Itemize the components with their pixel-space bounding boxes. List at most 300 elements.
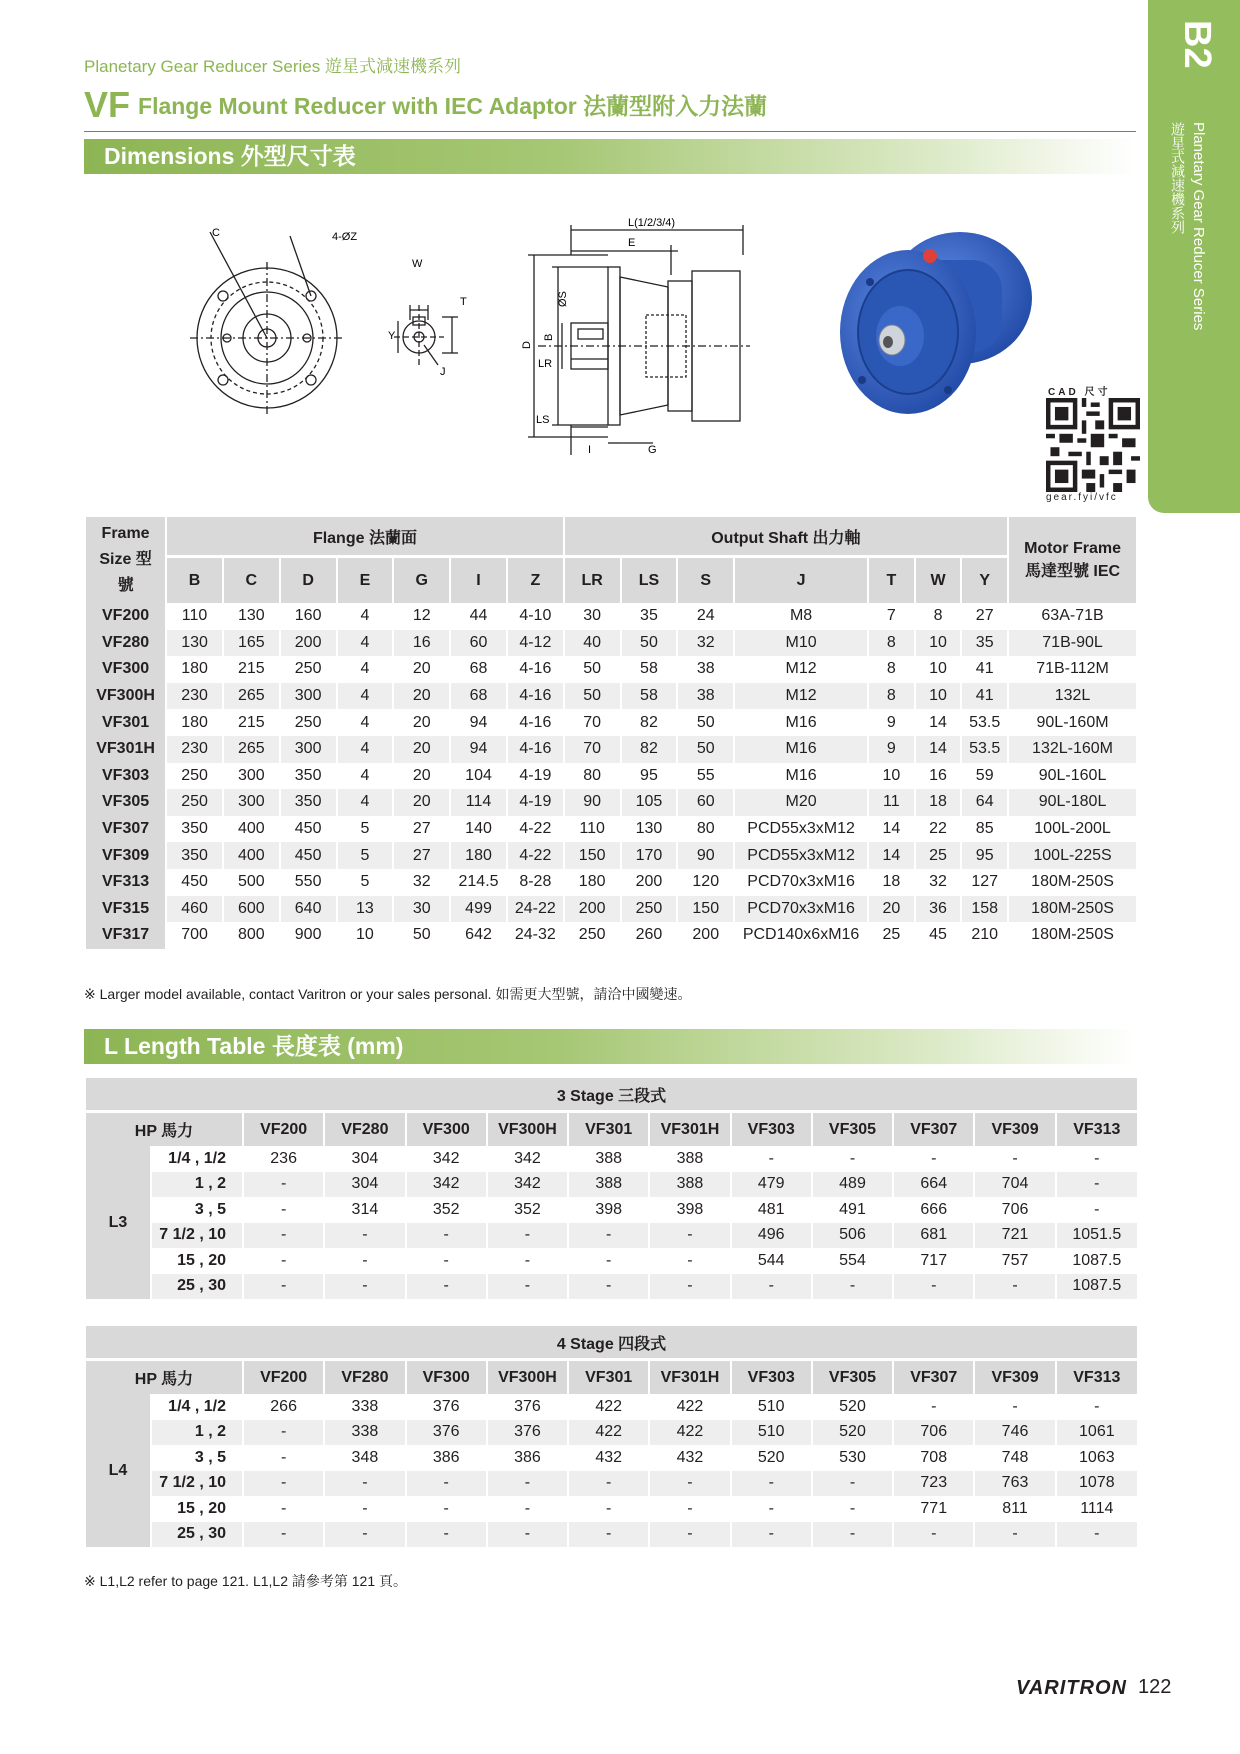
table-cell: 114 xyxy=(450,789,507,816)
qr-code xyxy=(1046,398,1140,492)
table-cell: 386 xyxy=(406,1445,487,1471)
table-cell: 4-16 xyxy=(507,683,564,710)
table-cell: 130 xyxy=(166,630,223,657)
table-cell: 18 xyxy=(868,869,915,896)
table-cell: 352 xyxy=(487,1197,568,1223)
table-row xyxy=(85,630,1136,657)
table-cell: 10 xyxy=(868,763,915,790)
table-cell: 215 xyxy=(223,656,280,683)
table-row xyxy=(85,1172,1137,1198)
table-cell: - xyxy=(893,1146,974,1172)
hp-cell: 1 , 2 xyxy=(151,1420,243,1446)
table-cell: 450 xyxy=(166,869,223,896)
model-header: VF300H xyxy=(487,1112,568,1147)
model-header: VF313 xyxy=(1056,1112,1137,1147)
table-cell: 132L-160M xyxy=(1008,736,1136,763)
table-cell: - xyxy=(487,1471,568,1497)
table-row xyxy=(85,1496,1137,1522)
label-w: W xyxy=(412,258,423,270)
table-cell: 68 xyxy=(450,683,507,710)
table-cell: 520 xyxy=(731,1445,812,1471)
table-cell: PCD55x3xM12 xyxy=(734,842,868,869)
side-series-zh: 遊星式減速機系列 xyxy=(1170,122,1186,234)
table-cell: 342 xyxy=(487,1146,568,1172)
table-cell: - xyxy=(649,1471,730,1497)
table-cell: 11 xyxy=(868,789,915,816)
table-cell: 388 xyxy=(568,1146,649,1172)
frame-size-cell: VF200 xyxy=(85,603,166,630)
table-cell: 180 xyxy=(450,842,507,869)
table-cell: 506 xyxy=(812,1223,893,1249)
table-cell: 10 xyxy=(915,683,962,710)
table-cell: 4 xyxy=(337,736,394,763)
table-cell: 342 xyxy=(487,1172,568,1198)
table-cell: 150 xyxy=(677,896,734,923)
label-i: I xyxy=(588,444,592,456)
model-header-row xyxy=(85,1360,1137,1395)
table-cell: - xyxy=(812,1471,893,1497)
table-cell: - xyxy=(974,1522,1055,1548)
table-cell: - xyxy=(568,1522,649,1548)
table-cell: - xyxy=(649,1248,730,1274)
table-cell: 80 xyxy=(677,816,734,843)
table-cell: 8 xyxy=(915,603,962,630)
frame-size-cell: VF303 xyxy=(85,763,166,790)
table-cell: 25 xyxy=(868,922,915,949)
frame-size-cell: VF307 xyxy=(85,816,166,843)
table-cell: 499 xyxy=(450,896,507,923)
table-cell: 60 xyxy=(450,630,507,657)
table-cell: 8 xyxy=(868,630,915,657)
table-cell: 460 xyxy=(166,896,223,923)
table-cell: 376 xyxy=(487,1420,568,1446)
table-cell: 4 xyxy=(337,603,394,630)
table-cell: - xyxy=(243,1274,324,1300)
table-cell: 58 xyxy=(621,656,678,683)
table-cell: 35 xyxy=(961,630,1008,657)
table-cell: 1087.5 xyxy=(1056,1274,1137,1300)
label-j: J xyxy=(440,366,446,378)
table-cell: 510 xyxy=(731,1420,812,1446)
hp-cell: 3 , 5 xyxy=(151,1197,243,1223)
table-cell: 300 xyxy=(223,763,280,790)
stage-title-row xyxy=(85,1078,1137,1112)
table-cell: 50 xyxy=(621,630,678,657)
table-cell: 14 xyxy=(868,842,915,869)
table-cell: - xyxy=(487,1274,568,1300)
table-cell: 40 xyxy=(564,630,621,657)
table-cell: - xyxy=(893,1274,974,1300)
table-cell: 50 xyxy=(677,709,734,736)
table-cell: 90L-160M xyxy=(1008,709,1136,736)
table-cell: - xyxy=(324,1471,405,1497)
table-cell: 265 xyxy=(223,683,280,710)
table-cell: 200 xyxy=(564,896,621,923)
table-row xyxy=(85,789,1136,816)
dimensions-note: ※ Larger model available, contact Varitron or your sales personal. 如需更大型號，請洽中國變速。 xyxy=(84,986,692,1002)
label-c: C xyxy=(212,227,220,239)
stage-title: 3 Stage 三段式 xyxy=(85,1078,1137,1112)
table-cell: 200 xyxy=(621,869,678,896)
table-cell: 140 xyxy=(450,816,507,843)
table-cell: 110 xyxy=(166,603,223,630)
table-cell: 132L xyxy=(1008,683,1136,710)
table-cell: 4-16 xyxy=(507,709,564,736)
table-cell: 180M-250S xyxy=(1008,922,1136,949)
table-cell: 27 xyxy=(393,816,450,843)
table-cell: 71B-90L xyxy=(1008,630,1136,657)
table-cell: - xyxy=(568,1496,649,1522)
table-cell: 94 xyxy=(450,736,507,763)
table-cell: 520 xyxy=(812,1394,893,1420)
frame-size-cell: VF313 xyxy=(85,869,166,896)
table-cell: 230 xyxy=(166,683,223,710)
varitron-logo: VARITRON xyxy=(1016,1677,1127,1699)
table-cell: 8 xyxy=(868,683,915,710)
table-cell: 300 xyxy=(280,683,337,710)
table-cell: - xyxy=(406,1248,487,1274)
table-cell: 1087.5 xyxy=(1056,1248,1137,1274)
table-cell: 150 xyxy=(564,842,621,869)
table-cell: 30 xyxy=(393,896,450,923)
table-cell: 510 xyxy=(731,1394,812,1420)
table-cell: PCD55x3xM12 xyxy=(734,816,868,843)
table-row xyxy=(85,896,1136,923)
model-header: VF303 xyxy=(731,1112,812,1147)
table-cell: 10 xyxy=(337,922,394,949)
table-cell: 50 xyxy=(564,656,621,683)
table-row xyxy=(85,709,1136,736)
table-cell: 32 xyxy=(915,869,962,896)
title-rule xyxy=(84,131,1136,132)
table-cell: 771 xyxy=(893,1496,974,1522)
table-cell: 180M-250S xyxy=(1008,869,1136,896)
table-cell: - xyxy=(243,1172,324,1198)
table-cell: - xyxy=(406,1274,487,1300)
table-cell: 230 xyxy=(166,736,223,763)
table-cell: 481 xyxy=(731,1197,812,1223)
model-header: VF300 xyxy=(406,1360,487,1395)
table-row xyxy=(85,736,1136,763)
table-row xyxy=(85,656,1136,683)
table-cell: 900 xyxy=(280,922,337,949)
table-cell: - xyxy=(649,1274,730,1300)
table-cell: 10 xyxy=(915,656,962,683)
table-cell: 398 xyxy=(568,1197,649,1223)
table-cell: 24 xyxy=(677,603,734,630)
table-cell: 236 xyxy=(243,1146,324,1172)
table-cell: 350 xyxy=(280,789,337,816)
label-t: T xyxy=(460,296,467,308)
table-cell: M20 xyxy=(734,789,868,816)
table-cell: 800 xyxy=(223,922,280,949)
table-cell: 432 xyxy=(649,1445,730,1471)
table-cell: 20 xyxy=(393,709,450,736)
table-cell: 180M-250S xyxy=(1008,896,1136,923)
table-cell: M12 xyxy=(734,683,868,710)
model-header: VF300H xyxy=(487,1360,568,1395)
table-cell: 120 xyxy=(677,869,734,896)
table-cell: 432 xyxy=(568,1445,649,1471)
table-cell: - xyxy=(243,1471,324,1497)
table-cell: 4-22 xyxy=(507,842,564,869)
table-cell: 1063 xyxy=(1056,1445,1137,1471)
model-header: VF309 xyxy=(974,1360,1055,1395)
table-cell: 666 xyxy=(893,1197,974,1223)
label-z: 4-ØZ xyxy=(332,231,358,243)
table-cell: 388 xyxy=(649,1172,730,1198)
model-header: VF305 xyxy=(812,1112,893,1147)
table-cell: 811 xyxy=(974,1496,1055,1522)
table-cell: - xyxy=(974,1146,1055,1172)
dim-col-header: Z xyxy=(507,557,564,603)
table-cell: 300 xyxy=(280,736,337,763)
table-cell: PCD70x3xM16 xyxy=(734,896,868,923)
model-header: VF307 xyxy=(893,1360,974,1395)
qr-label-bottom: gear.fyi/vfc xyxy=(1046,492,1118,503)
table-cell: - xyxy=(812,1522,893,1548)
stage-group-label: L4 xyxy=(85,1394,151,1547)
table-row xyxy=(85,683,1136,710)
hp-cell: 15 , 20 xyxy=(151,1248,243,1274)
table-cell: 41 xyxy=(961,683,1008,710)
table-cell: 250 xyxy=(166,789,223,816)
table-cell: - xyxy=(324,1223,405,1249)
table-cell: 9 xyxy=(868,709,915,736)
table-cell: 7 xyxy=(868,603,915,630)
table-cell: 1114 xyxy=(1056,1496,1137,1522)
table-cell: 50 xyxy=(677,736,734,763)
table-cell: PCD140x6xM16 xyxy=(734,922,868,949)
table-cell: 400 xyxy=(223,816,280,843)
table-cell: 25 xyxy=(915,842,962,869)
model-header: VF200 xyxy=(243,1112,324,1147)
table-cell: 4-19 xyxy=(507,763,564,790)
table-cell: 20 xyxy=(393,736,450,763)
table-row xyxy=(85,1274,1137,1300)
table-cell: - xyxy=(731,1146,812,1172)
table-cell: 170 xyxy=(621,842,678,869)
table-cell: 127 xyxy=(961,869,1008,896)
table-cell: - xyxy=(243,1420,324,1446)
table-cell: 600 xyxy=(223,896,280,923)
table-cell: - xyxy=(893,1394,974,1420)
table-cell: 45 xyxy=(915,922,962,949)
table-cell: 388 xyxy=(649,1146,730,1172)
dim-col-header: LR xyxy=(564,557,621,603)
label-g: G xyxy=(648,444,657,456)
table-cell: 304 xyxy=(324,1172,405,1198)
stage3-length-table xyxy=(84,1078,1137,1299)
motor-frame-header: Motor Frame 馬達型號 IEC xyxy=(1008,517,1136,603)
table-cell: 95 xyxy=(961,842,1008,869)
table-cell: 160 xyxy=(280,603,337,630)
table-cell: - xyxy=(1056,1394,1137,1420)
table-cell: 530 xyxy=(812,1445,893,1471)
table-cell: 58 xyxy=(621,683,678,710)
table-cell: M16 xyxy=(734,763,868,790)
table-row xyxy=(85,842,1136,869)
frame-size-cell: VF280 xyxy=(85,630,166,657)
table-cell: 68 xyxy=(450,656,507,683)
length-heading: L Length Table 長度表 (mm) xyxy=(84,1029,1136,1064)
table-cell: 4 xyxy=(337,630,394,657)
table-cell: 44 xyxy=(450,603,507,630)
table-row xyxy=(85,922,1136,949)
title-text: Flange Mount Reducer with IEC Adaptor 法蘭型附入力法蘭 xyxy=(138,93,768,119)
table-cell: 544 xyxy=(731,1248,812,1274)
table-cell: 4 xyxy=(337,683,394,710)
table-cell: 376 xyxy=(406,1420,487,1446)
table-cell: 200 xyxy=(280,630,337,657)
table-cell: 158 xyxy=(961,896,1008,923)
table-cell: 314 xyxy=(324,1197,405,1223)
table-cell: 422 xyxy=(568,1394,649,1420)
model-header-row xyxy=(85,1112,1137,1147)
frame-size-cell: VF301 xyxy=(85,709,166,736)
dim-col-header: D xyxy=(280,557,337,603)
table-cell: 22 xyxy=(915,816,962,843)
table-cell: 500 xyxy=(223,869,280,896)
model-header: VF280 xyxy=(324,1360,405,1395)
table-cell: 723 xyxy=(893,1471,974,1497)
table-cell: 180 xyxy=(564,869,621,896)
table-row xyxy=(85,1420,1137,1446)
label-y: Y xyxy=(388,330,396,342)
table-cell: 36 xyxy=(915,896,962,923)
table-cell: - xyxy=(406,1223,487,1249)
table-cell: 4-16 xyxy=(507,656,564,683)
table-cell: 63A-71B xyxy=(1008,603,1136,630)
page-number: 122 xyxy=(1138,1676,1172,1698)
model-header: VF305 xyxy=(812,1360,893,1395)
table-cell: 82 xyxy=(621,709,678,736)
table-cell: - xyxy=(243,1522,324,1548)
table-cell: 16 xyxy=(915,763,962,790)
table-cell: 30 xyxy=(564,603,621,630)
table-cell: - xyxy=(487,1223,568,1249)
qr-label-top: CAD 尺寸 xyxy=(1048,387,1111,398)
page-title xyxy=(84,84,767,126)
table-cell: 4 xyxy=(337,789,394,816)
table-cell: - xyxy=(324,1496,405,1522)
table-cell: 706 xyxy=(893,1420,974,1446)
dim-col-header: G xyxy=(393,557,450,603)
shaft-end-drawing xyxy=(372,255,472,385)
table-cell: - xyxy=(406,1496,487,1522)
table-cell: 14 xyxy=(915,709,962,736)
dim-col-header: C xyxy=(223,557,280,603)
table-cell: - xyxy=(568,1471,649,1497)
table-cell: 388 xyxy=(568,1172,649,1198)
table-cell: - xyxy=(649,1496,730,1522)
table-cell: 721 xyxy=(974,1223,1055,1249)
table-cell: - xyxy=(243,1248,324,1274)
table-cell: 350 xyxy=(166,816,223,843)
table-cell: 250 xyxy=(280,709,337,736)
table-cell: 708 xyxy=(893,1445,974,1471)
model-header: VF309 xyxy=(974,1112,1055,1147)
table-cell: 352 xyxy=(406,1197,487,1223)
table-row xyxy=(85,1394,1137,1420)
hp-header: HP 馬力 xyxy=(85,1112,243,1147)
table-cell: 479 xyxy=(731,1172,812,1198)
table-cell: 386 xyxy=(487,1445,568,1471)
side-series-en: Planetary Gear Reducer Series xyxy=(1190,122,1207,331)
stage-group-label: L3 xyxy=(85,1146,151,1299)
table-cell: 110 xyxy=(564,816,621,843)
frame-size-cell: VF300 xyxy=(85,656,166,683)
table-cell: 304 xyxy=(324,1146,405,1172)
table-row xyxy=(85,869,1136,896)
frame-size-cell: VF309 xyxy=(85,842,166,869)
frame-size-cell: VF300H xyxy=(85,683,166,710)
table-cell: 265 xyxy=(223,736,280,763)
table-cell: 32 xyxy=(677,630,734,657)
table-cell: 422 xyxy=(568,1420,649,1446)
label-l: L(1/2/3/4) xyxy=(628,217,676,229)
table-cell: 100L-200L xyxy=(1008,816,1136,843)
dim-col-header: S xyxy=(677,557,734,603)
table-cell: 53.5 xyxy=(961,736,1008,763)
table-cell: 250 xyxy=(280,656,337,683)
hp-cell: 7 1/2 , 10 xyxy=(151,1471,243,1497)
dim-col-header: W xyxy=(915,557,962,603)
model-header: VF301 xyxy=(568,1112,649,1147)
table-row xyxy=(85,1522,1137,1548)
model-header: VF301 xyxy=(568,1360,649,1395)
table-cell: 8 xyxy=(868,656,915,683)
table-cell: 85 xyxy=(961,816,1008,843)
front-view-drawing xyxy=(190,222,380,422)
model-header: VF280 xyxy=(324,1112,405,1147)
table-cell: - xyxy=(568,1274,649,1300)
table-cell: 90 xyxy=(564,789,621,816)
table-cell: - xyxy=(974,1394,1055,1420)
table-cell: 746 xyxy=(974,1420,1055,1446)
model-header: VF301H xyxy=(649,1360,730,1395)
table-row xyxy=(85,763,1136,790)
table-cell: 59 xyxy=(961,763,1008,790)
table-cell: 338 xyxy=(324,1420,405,1446)
table-cell: 757 xyxy=(974,1248,1055,1274)
table-cell: 105 xyxy=(621,789,678,816)
table-cell: 554 xyxy=(812,1248,893,1274)
table-cell: 80 xyxy=(564,763,621,790)
table-cell: - xyxy=(324,1248,405,1274)
table-cell: - xyxy=(243,1445,324,1471)
frame-size-header: Frame Size 型號 xyxy=(85,517,166,603)
table-cell: 210 xyxy=(961,922,1008,949)
table-row xyxy=(85,816,1136,843)
table-cell: - xyxy=(324,1522,405,1548)
table-cell: 4-10 xyxy=(507,603,564,630)
table-cell: 5 xyxy=(337,869,394,896)
table-cell: 12 xyxy=(393,603,450,630)
label-ls: LS xyxy=(536,414,550,426)
dim-col-header: I xyxy=(450,557,507,603)
table-cell: - xyxy=(243,1197,324,1223)
table-cell: - xyxy=(568,1248,649,1274)
table-cell: - xyxy=(812,1496,893,1522)
model-header: VF300 xyxy=(406,1112,487,1147)
table-cell: 398 xyxy=(649,1197,730,1223)
hp-cell: 1 , 2 xyxy=(151,1172,243,1198)
table-cell: 1051.5 xyxy=(1056,1223,1137,1249)
frame-size-cell: VF301H xyxy=(85,736,166,763)
table-cell: 376 xyxy=(487,1394,568,1420)
dim-col-header: E xyxy=(337,557,394,603)
